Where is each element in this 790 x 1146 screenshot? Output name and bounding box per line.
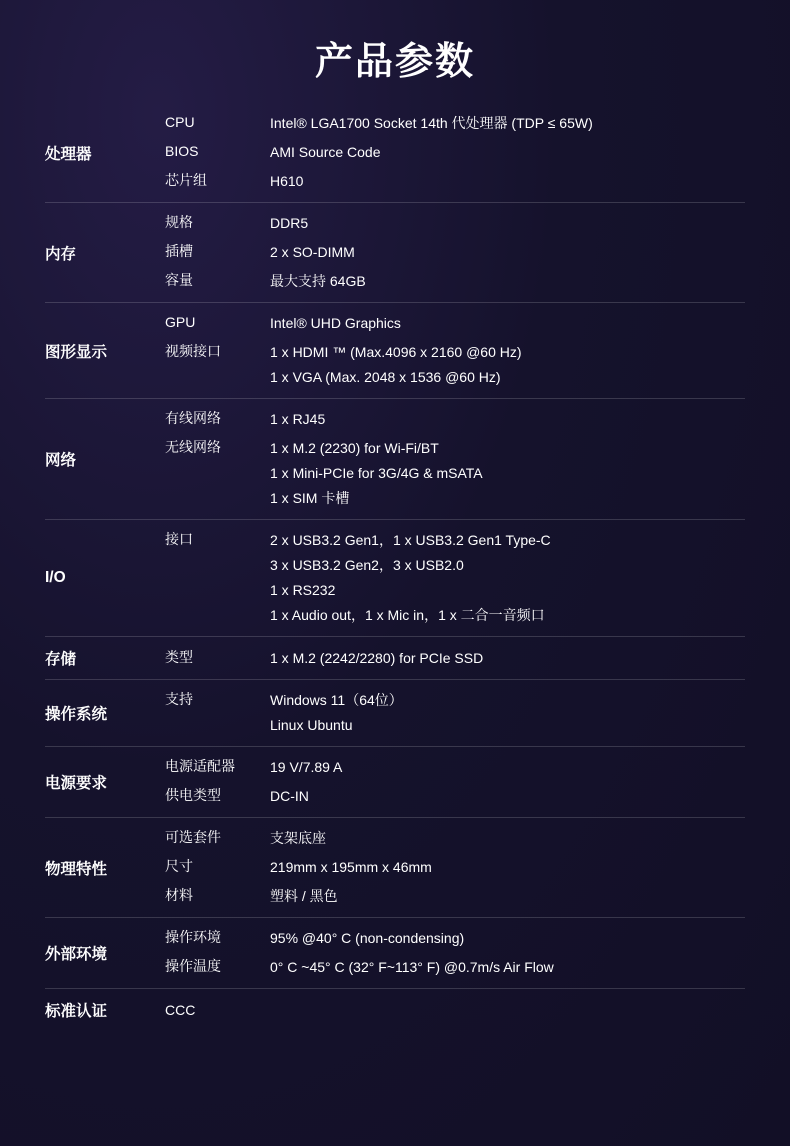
spec-value: 1 x RJ45 <box>270 411 326 427</box>
spec-sub-label: 无线网络 <box>165 439 221 455</box>
spec-section-row <box>45 747 745 818</box>
spec-values <box>270 311 745 336</box>
spec-rows <box>165 637 745 680</box>
spec-category: 标准认证 <box>45 1003 108 1020</box>
spec-row <box>165 853 745 882</box>
spec-value: 1 x Mini-PCIe for 3G/4G & mSATA <box>270 465 483 481</box>
spec-category: 电源要求 <box>45 775 108 792</box>
spec-value: 219mm x 195mm x 46mm <box>270 859 432 875</box>
spec-sub-label: 电源适配器 <box>165 758 235 774</box>
spec-rows <box>165 989 745 1032</box>
spec-section-row <box>45 818 745 918</box>
spec-section-row <box>45 103 745 203</box>
spec-value: H610 <box>270 173 304 189</box>
spec-rows <box>165 918 745 989</box>
spec-values <box>270 436 745 511</box>
spec-table <box>45 103 745 1031</box>
spec-category: 网络 <box>45 452 77 469</box>
spec-value: Intel® UHD Graphics <box>270 315 401 331</box>
spec-category: 存储 <box>45 651 77 668</box>
spec-sub-label: GPU <box>165 314 196 330</box>
spec-row <box>165 267 745 296</box>
spec-sub-label: 材料 <box>165 887 193 903</box>
spec-values <box>270 826 745 851</box>
spec-values <box>270 855 745 880</box>
spec-values <box>270 240 745 265</box>
spec-values <box>270 340 745 390</box>
spec-value: AMI Source Code <box>270 144 381 160</box>
spec-row <box>165 686 745 740</box>
spec-section-row <box>45 520 745 637</box>
spec-sub-label: 供电类型 <box>165 787 221 803</box>
spec-sub-label: BIOS <box>165 143 199 159</box>
spec-sub-label: 支持 <box>165 691 193 707</box>
spec-row <box>165 824 745 853</box>
spec-values <box>270 269 745 294</box>
spec-sub-label: 操作温度 <box>165 958 221 974</box>
spec-category: 处理器 <box>45 145 92 163</box>
spec-values <box>270 111 745 136</box>
page-title: 产品参数 <box>314 41 475 83</box>
spec-values <box>270 926 745 951</box>
spec-sub-label: 插槽 <box>165 243 193 259</box>
spec-sub-label: 类型 <box>165 648 193 665</box>
spec-values <box>270 784 745 809</box>
spec-section-row <box>45 989 745 1032</box>
spec-value: 95% @40° C (non-condensing) <box>270 930 465 946</box>
spec-row <box>165 644 745 673</box>
spec-value: 1 x M.2 (2230) for Wi-Fi/BT <box>270 440 439 456</box>
spec-row <box>165 526 745 630</box>
spec-values <box>270 646 745 671</box>
spec-row <box>165 238 745 267</box>
spec-value: 最大支持 64GB <box>270 273 366 289</box>
spec-value: 塑料 / 黑色 <box>270 888 338 904</box>
spec-rows <box>165 103 745 203</box>
spec-row <box>165 109 745 138</box>
spec-row <box>165 167 745 196</box>
spec-value: 1 x SIM 卡槽 <box>270 490 350 506</box>
spec-row <box>165 953 745 982</box>
spec-row <box>165 434 745 513</box>
spec-sub-label: 有线网络 <box>165 410 221 426</box>
spec-sub-label: CPU <box>165 114 195 130</box>
spec-rows <box>165 747 745 818</box>
spec-sub-label: 操作环境 <box>165 929 221 945</box>
spec-category: 图形显示 <box>45 343 108 361</box>
spec-values <box>270 211 745 236</box>
spec-rows <box>165 303 745 399</box>
spec-sub-label: CCC <box>165 1001 196 1018</box>
spec-category: 物理特性 <box>45 860 108 878</box>
spec-row <box>165 882 745 911</box>
spec-value: 支架底座 <box>270 830 326 846</box>
spec-values <box>270 140 745 165</box>
spec-category: I/O <box>45 569 66 586</box>
spec-category: 外部环境 <box>45 946 108 963</box>
spec-row <box>165 138 745 167</box>
spec-row <box>165 209 745 238</box>
spec-value: 1 x HDMI ™ (Max.4096 x 2160 @60 Hz) <box>270 344 522 360</box>
spec-row <box>165 405 745 434</box>
spec-value: 2 x USB3.2 Gen1，1 x USB3.2 Gen1 Type-C <box>270 532 551 548</box>
spec-row <box>165 338 745 392</box>
spec-row <box>165 997 745 1024</box>
spec-sub-label: 尺寸 <box>165 858 193 874</box>
spec-value: 1 x RS232 <box>270 582 336 598</box>
spec-value: Linux Ubuntu <box>270 717 353 733</box>
spec-sub-label: 可选套件 <box>165 829 221 845</box>
spec-value: DDR5 <box>270 215 309 231</box>
spec-value: 0° C ~45° C (32° F~113° F) @0.7m/s Air Flow <box>270 959 554 975</box>
spec-sub-label: 视频接口 <box>165 343 221 359</box>
spec-section-row <box>45 203 745 303</box>
spec-sub-label: 容量 <box>165 272 193 288</box>
spec-section-row <box>45 918 745 989</box>
spec-values <box>270 407 745 432</box>
spec-rows <box>165 399 745 520</box>
spec-value: DC-IN <box>270 788 309 804</box>
spec-category: 操作系统 <box>45 706 108 723</box>
spec-row <box>165 309 745 338</box>
spec-sub-label: 接口 <box>165 531 193 547</box>
spec-value: 1 x Audio out，1 x Mic in，1 x 二合一音频口 <box>270 607 545 623</box>
spec-value: Intel® LGA1700 Socket 14th 代处理器 (TDP ≤ 65W) <box>270 115 593 131</box>
spec-values <box>270 528 745 628</box>
spec-value: Windows 11（64位） <box>270 692 403 708</box>
spec-section-row <box>45 399 745 520</box>
spec-rows <box>165 203 745 303</box>
spec-category: 内存 <box>45 245 77 263</box>
spec-value: 2 x SO-DIMM <box>270 244 355 260</box>
spec-row <box>165 782 745 811</box>
spec-section-row <box>45 303 745 399</box>
spec-sub-label: 芯片组 <box>165 172 207 188</box>
spec-rows <box>165 680 745 747</box>
spec-value: 3 x USB3.2 Gen2，3 x USB2.0 <box>270 557 464 573</box>
spec-values <box>270 169 745 194</box>
spec-value: 19 V/7.89 A <box>270 759 343 775</box>
spec-rows <box>165 520 745 637</box>
spec-values <box>270 884 745 909</box>
spec-section-row <box>45 680 745 747</box>
spec-row <box>165 924 745 953</box>
spec-values <box>270 955 745 980</box>
spec-values <box>270 755 745 780</box>
spec-values <box>270 688 745 738</box>
spec-row <box>165 753 745 782</box>
spec-sub-label: 规格 <box>165 214 193 230</box>
spec-rows <box>165 818 745 918</box>
spec-section-row <box>45 637 745 680</box>
spec-value: 1 x VGA (Max. 2048 x 1536 @60 Hz) <box>270 369 501 385</box>
spec-value: 1 x M.2 (2242/2280) for PCIe SSD <box>270 649 484 666</box>
